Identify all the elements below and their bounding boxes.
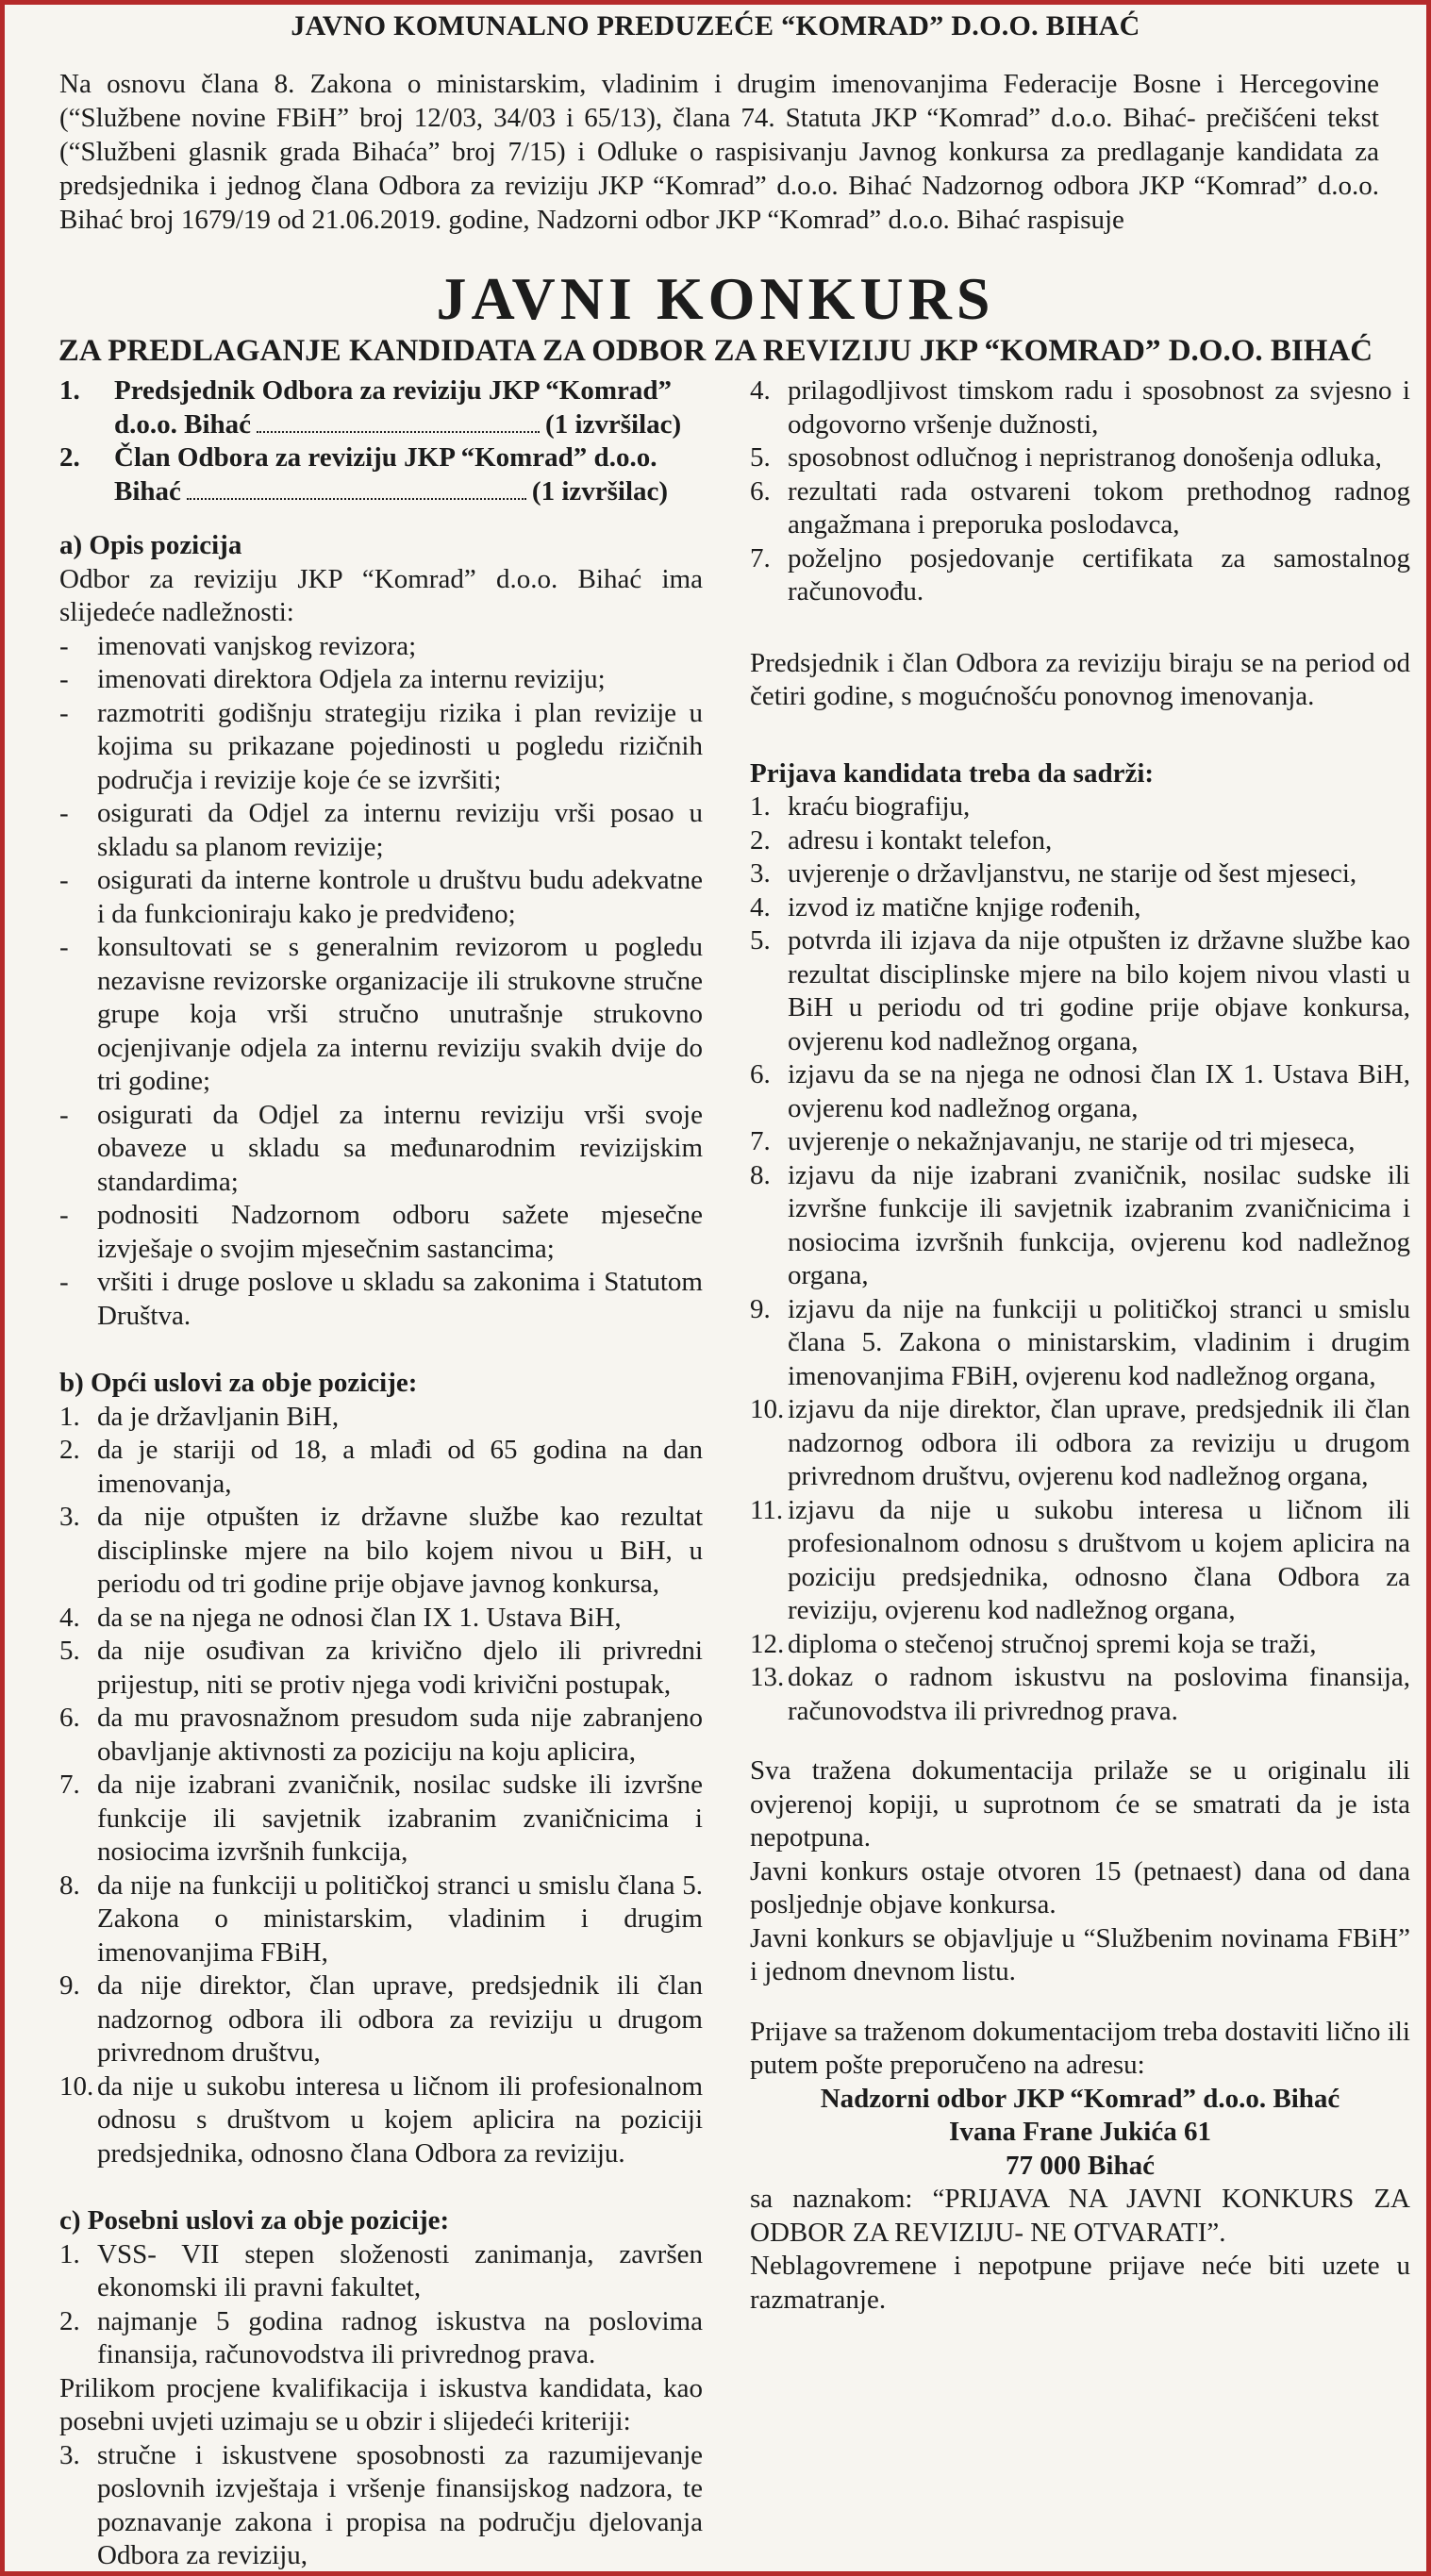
legal-basis-paragraph: Na osnovu člana 8. Zakona o ministarskim, vladinim i drugim imenovanjima Federacije Bosne i Hercegovine (“Službene novine FBiH” broj 12/03, 34/03 i 65/13), člana 74. Statuta JKP “Komrad” d.o.o. Bihać- prečišćeni tekst (“Službeni glasnik grada Bihaća” broj 7/15) i Odluke o raspisivanju Javnog konkursa za predlaganje kandidata za predsjednika i jednog člana Odbora za reviziju JKP “Komrad” d.o.o. Bihać Nadzornog odbora JKP “Komrad” d.o.o. Bihać broj 1679/19 od 21.06.2019. godine, Nadzorni odbor JKP “Komrad” d.o.o. Bihać raspisuje xyxy=(59,69,1379,235)
item-marker: 11. xyxy=(750,1494,784,1525)
position-1 xyxy=(59,374,703,441)
list-item xyxy=(59,1199,703,1266)
list-item xyxy=(59,1099,703,1200)
item-text: osigurati da Odjel za internu reviziju vrši svoje obaveze u skladu sa međunarodnim revizijskim standardima; xyxy=(97,1099,703,1197)
section-c-heading: c) Posebni uslovi za obje pozicije: xyxy=(59,2205,450,2235)
item-number: 4. xyxy=(750,375,771,406)
list-item xyxy=(59,1266,703,1333)
address-recipient: Nadzorni odbor JKP “Komrad” d.o.o. Bihać xyxy=(820,2083,1340,2114)
section-b-heading: b) Opći uslovi za obje pozicije: xyxy=(59,1368,418,1398)
list-item xyxy=(59,2439,703,2573)
item-text: da nije na funkciji u političkoj stranci u smislu člana 5. Zakona o ministarskim, vladinim i drugim imenovanjima FBiH, xyxy=(97,1870,703,1968)
item-text: prilagodljivost timskom radu i sposobnost za svjesno i odgovorno vršenje dužnosti, xyxy=(788,375,1410,440)
item-marker: 3. xyxy=(750,858,771,889)
item-marker: 9. xyxy=(750,1293,771,1324)
item-text: uvjerenje o državljanstvu, ne starije od šest mjeseci, xyxy=(788,858,1357,889)
item-text: podnositi Nadzornom odboru sažete mjesečne izvješaje o svojim mjesečnim sastancima; xyxy=(97,1200,703,1264)
item-marker: 8. xyxy=(59,1870,80,1901)
list-item xyxy=(750,374,1410,441)
list-item xyxy=(59,797,703,864)
list-item xyxy=(750,1628,1410,1662)
list-item xyxy=(59,1602,703,1636)
item-text: da mu pravosnažnom presudom suda nije zabranjeno obavljanje aktivnosti za poziciju na koju aplicira, xyxy=(97,1703,703,1767)
item-text: imenovati vanjskog revizora; xyxy=(97,630,417,661)
position-number: 1. xyxy=(59,375,80,406)
list-item xyxy=(59,1434,703,1501)
list-item xyxy=(59,1969,703,2070)
list-item xyxy=(59,697,703,798)
item-text: izjavu da nije izabrani zvaničnik, nosilac sudske ili izvršne funkcije ili savjetnik izabranim zvaničnicima i nosiocima izvršnih funkcija, ovjerenu kod nadležnog organa, xyxy=(788,1159,1410,1290)
open-period-note: Javni konkurs ostaje otvoren 15 (petnaest) dana od dana posljednje objave konkursa. xyxy=(750,1855,1410,1920)
item-text: diploma o stečenoj stručnoj spremi koja se traži, xyxy=(788,1628,1317,1659)
position-title: Član Odbora za reviziju JKP “Komrad” d.o.o. xyxy=(114,442,657,473)
item-text: adresu i kontakt telefon, xyxy=(788,824,1053,856)
item-marker: 3. xyxy=(59,1502,80,1532)
list-item xyxy=(750,891,1410,925)
application-list xyxy=(750,790,1410,1728)
item-marker: - xyxy=(59,1099,69,1130)
item-marker: 1. xyxy=(750,791,771,822)
list-item xyxy=(750,475,1410,542)
list-item xyxy=(59,1702,703,1769)
list-item xyxy=(59,1870,703,1970)
item-number: 7. xyxy=(750,542,771,573)
notice-subtitle: ZA PREDLAGANJE KANDIDATA ZA ODBOR ZA REVIZIJU JKP “KOMRAD” D.O.O. BIHAĆ xyxy=(58,334,1373,368)
item-text: VSS- VII stepen složenosti zanimanja, završen ekonomski ili pravni fakultet, xyxy=(97,2238,703,2302)
application-heading: Prijava kandidata treba da sadrži: xyxy=(750,757,1155,789)
item-marker: 4. xyxy=(59,1602,80,1633)
item-marker: 1. xyxy=(59,2238,80,2269)
position-title: Predsjednik Odbora za reviziju JKP “Komrad” xyxy=(114,375,673,406)
left-column xyxy=(59,374,703,2573)
publication-note: Javni konkurs se objavljuje u “Službenim novinama FBiH” i jednom dnevnom listu. xyxy=(750,1922,1410,1986)
item-text: da se na njega ne odnosi član IX 1. Ustava BiH, xyxy=(97,1602,622,1633)
list-item xyxy=(750,1393,1410,1494)
item-text: izvod iz matične knjige rođenih, xyxy=(788,891,1141,922)
list-item xyxy=(750,1293,1410,1394)
item-text: da nije u sukobu interesa u ličnom ili profesionalnom odnosu s društvom u kojem aplicira na poziciji predsjednika, odnosno člana Odbora za reviziju. xyxy=(97,2070,703,2169)
mandate-paragraph: Predsjednik i član Odbora za reviziju biraju se na period od četiri godine, s mogućnošću ponovnog imenovanja. xyxy=(750,647,1410,711)
item-marker: 5. xyxy=(59,1636,80,1666)
section-c-list xyxy=(59,2238,703,2372)
list-item xyxy=(750,441,1410,475)
item-marker: - xyxy=(59,798,69,828)
list-item xyxy=(750,1494,1410,1628)
section-a-list xyxy=(59,630,703,1334)
list-item xyxy=(59,864,703,931)
item-text: izjavu da nije direktor, član uprave, predsjednik ili član nadzornog odbora ili odbora za reviziju u drugom privrednom društvu, ovjerenu kod nadležnog organa, xyxy=(788,1394,1410,1491)
item-marker: - xyxy=(59,932,69,962)
item-text: poželjno posjedovanje certifikata za samostalnog računovođu. xyxy=(788,542,1410,607)
item-number: 6. xyxy=(750,475,771,507)
late-applications-note: Neblagovremene i nepotpune prijave neće biti uzete u razmatranje. xyxy=(750,2251,1410,2315)
list-item xyxy=(59,1501,703,1602)
documentation-note: Sva tražena dokumentacija prilaže se u originalu ili ovjerenoj kopiji, u suprotnom će se smatrati da je ista nepotpuna. xyxy=(750,1755,1410,1853)
dotted-leader xyxy=(257,412,540,433)
list-item xyxy=(750,1058,1410,1125)
item-marker: - xyxy=(59,664,69,694)
item-marker: 10. xyxy=(750,1394,785,1424)
item-marker: 13. xyxy=(750,1662,785,1692)
list-item xyxy=(750,857,1410,891)
item-marker: 8. xyxy=(750,1159,771,1190)
address-city: 77 000 Bihać xyxy=(1006,2150,1155,2181)
list-item xyxy=(59,1635,703,1702)
item-text: uvjerenje o nekažnjavanju, ne starije od tri mjeseca, xyxy=(788,1126,1356,1156)
item-marker: - xyxy=(59,1267,69,1297)
item-text: imenovati direktora Odjela za internu reviziju; xyxy=(97,664,606,694)
list-item xyxy=(59,1769,703,1870)
right-column xyxy=(750,374,1410,2317)
item-marker: 6. xyxy=(59,1703,80,1733)
item-marker: 10. xyxy=(59,2070,94,2102)
list-item xyxy=(59,2305,703,2372)
position-company: d.o.o. Bihać xyxy=(114,408,252,440)
item-text: sposobnost odlučnog i nepristranog donošenja odluka, xyxy=(788,442,1382,473)
item-text: potvrda ili izjava da nije otpušten iz državne službe kao rezultat disciplinske mjere na bilo kojem nivou vlasti u BiH u periodu od tri godine prije objave konkursa, ovjerenu kod nadležnog organa, xyxy=(788,925,1410,1056)
address-street: Ivana Frane Jukića 61 xyxy=(949,2117,1211,2147)
item-marker: 7. xyxy=(750,1126,771,1156)
list-item xyxy=(750,1125,1410,1159)
criteria-list xyxy=(750,374,1410,609)
item-text: izjavu da se na njega ne odnosi član IX 1. Ustava BiH, ovjerenu kod nadležnog organa, xyxy=(788,1059,1410,1123)
item-marker: 5. xyxy=(750,925,771,956)
list-item xyxy=(750,790,1410,824)
position-2 xyxy=(59,441,703,508)
section-a-intro: Odbor za reviziju JKP “Komrad” d.o.o. Bihać ima slijedeće nadležnosti: xyxy=(59,563,703,627)
item-marker: - xyxy=(59,697,69,728)
item-marker: 12. xyxy=(750,1628,785,1659)
item-text: izjavu da nije na funkciji u političkoj stranci u smislu člana 5. Zakona o ministarskim, vladinim i drugim imenovanjima FBiH, ovjerenu kod nadležnog organa, xyxy=(788,1293,1410,1391)
list-item xyxy=(59,630,703,664)
item-marker: 7. xyxy=(59,1770,80,1800)
section-a-heading: a) Opis pozicija xyxy=(59,530,242,560)
position-count: (1 izvršilac) xyxy=(545,408,682,440)
list-item xyxy=(59,2070,703,2171)
item-text: osigurati da interne kontrole u društvu budu adekvatne i da funkcioniraju kako je predviđeno; xyxy=(97,865,703,929)
item-text: kraću biografiju, xyxy=(788,791,971,822)
item-text: razmotriti godišnju strategiju rizika i plan revizije u kojima su prikazane pojedinosti u pogledu rizičnih područja i revizije koje će se izvršiti; xyxy=(97,697,703,795)
item-marker: 1. xyxy=(59,1401,80,1432)
company-header: JAVNO KOMUNALNO PREDUZEĆE “KOMRAD” D.O.O. BIHAĆ xyxy=(291,10,1140,42)
item-marker: 2. xyxy=(59,2305,80,2336)
list-item xyxy=(750,1661,1410,1728)
item-text: vršiti i druge poslove u skladu sa zakonima i Statutom Društva. xyxy=(97,1267,703,1331)
list-item xyxy=(750,924,1410,1058)
position-company: Bihać xyxy=(114,475,181,507)
item-text: da nije otpušten iz državne službe kao rezultat disciplinske mjere na bilo kojem nivou u BiH, u periodu od tri godine prije objave javnog konkursa, xyxy=(97,1502,703,1599)
item-marker: 4. xyxy=(750,891,771,922)
list-item xyxy=(59,1401,703,1435)
item-text: izjavu da nije u sukobu interesa u ličnom ili profesionalnom odnosu s društvom u kojem aplicira na poziciju predsjednika, odnosno člana Odbora za reviziju, ovjerenu kod nadležnog organa, xyxy=(788,1494,1410,1625)
item-marker: - xyxy=(59,630,69,661)
item-number: 5. xyxy=(750,442,771,473)
item-marker: 2. xyxy=(59,1435,80,1465)
list-item xyxy=(59,931,703,1099)
item-marker: - xyxy=(59,865,69,895)
notice-title: JAVNI KONKURS xyxy=(436,265,995,332)
item-text: da nije izabrani zvaničnik, nosilac sudske ili izvršne funkcije ili savjetnik izabranim zvaničnicima i nosiocima izvršnih funkcija, xyxy=(97,1770,703,1867)
list-item xyxy=(59,2238,703,2305)
criteria-intro: Prilikom procjene kvalifikacija i iskustva kandidata, kao posebni uvjeti uzimaju se u obzir i slijedeći kriteriji: xyxy=(59,2372,703,2436)
item-marker: 6. xyxy=(750,1059,771,1089)
item-text: da nije osuđivan za krivično djelo ili privredni prijestup, niti se protiv njega vodi krivični postupak, xyxy=(97,1636,703,1700)
list-item xyxy=(750,1159,1410,1293)
list-item xyxy=(59,663,703,697)
item-text: da je državljanin BiH, xyxy=(97,1401,340,1432)
envelope-marking: sa naznakom: “PRIJAVA NA JAVNI KONKURS ZA ODBOR ZA REVIZIJU- NE OTVARATI”. xyxy=(750,2184,1410,2248)
list-item xyxy=(750,824,1410,858)
item-text: dokaz o radnom iskustvu na poslovima finansija, računovodstva ili privrednog prava. xyxy=(788,1662,1410,1726)
list-item xyxy=(750,542,1410,609)
item-text: osigurati da Odjel za internu reviziju vrši posao u skladu sa planom revizije; xyxy=(97,798,703,862)
item-number: 3. xyxy=(59,2439,80,2470)
dotted-leader xyxy=(187,479,526,500)
position-count: (1 izvršilac) xyxy=(531,475,669,507)
section-b-list xyxy=(59,1401,703,2171)
item-marker: 2. xyxy=(750,824,771,856)
item-text: konsultovati se s generalnim revizorom u pogledu nezavisne revizorske organizacije ili strukovne stručne grupe koja vrši stručno unutrašnje strukovno ocjenjivanje odjela za internu reviziju svakih dvije do tri godine; xyxy=(97,932,703,1096)
item-text: najmanje 5 godina radnog iskustva na poslovima finansija, računovodstva ili privrednog prava. xyxy=(97,2305,703,2369)
item-text: da nije direktor, član uprave, predsjednik ili član nadzornog odbora ili odbora za reviziju u drugom privrednom društvu, xyxy=(97,1970,703,2068)
item-text: da je stariji od 18, a mlađi od 65 godina na dan imenovanja, xyxy=(97,1435,703,1499)
submission-note: Prijave sa traženom dokumentacijom treba dostaviti lično ili putem pošte preporučeno na adresu: xyxy=(750,2016,1410,2080)
item-text: stručne i iskustvene sposobnosti za razumijevanje poslovnih izvještaja i vršenje finansijskog nadzora, te poznavanje zakona i propisa na području djelovanja Odbora za reviziju, xyxy=(97,2439,703,2570)
position-number: 2. xyxy=(59,442,80,473)
item-text: rezultati rada ostvareni tokom prethodnog radnog angažmana i preporuka poslodavca, xyxy=(788,475,1410,540)
item-marker: 9. xyxy=(59,1970,80,2001)
item-marker: - xyxy=(59,1200,69,1230)
